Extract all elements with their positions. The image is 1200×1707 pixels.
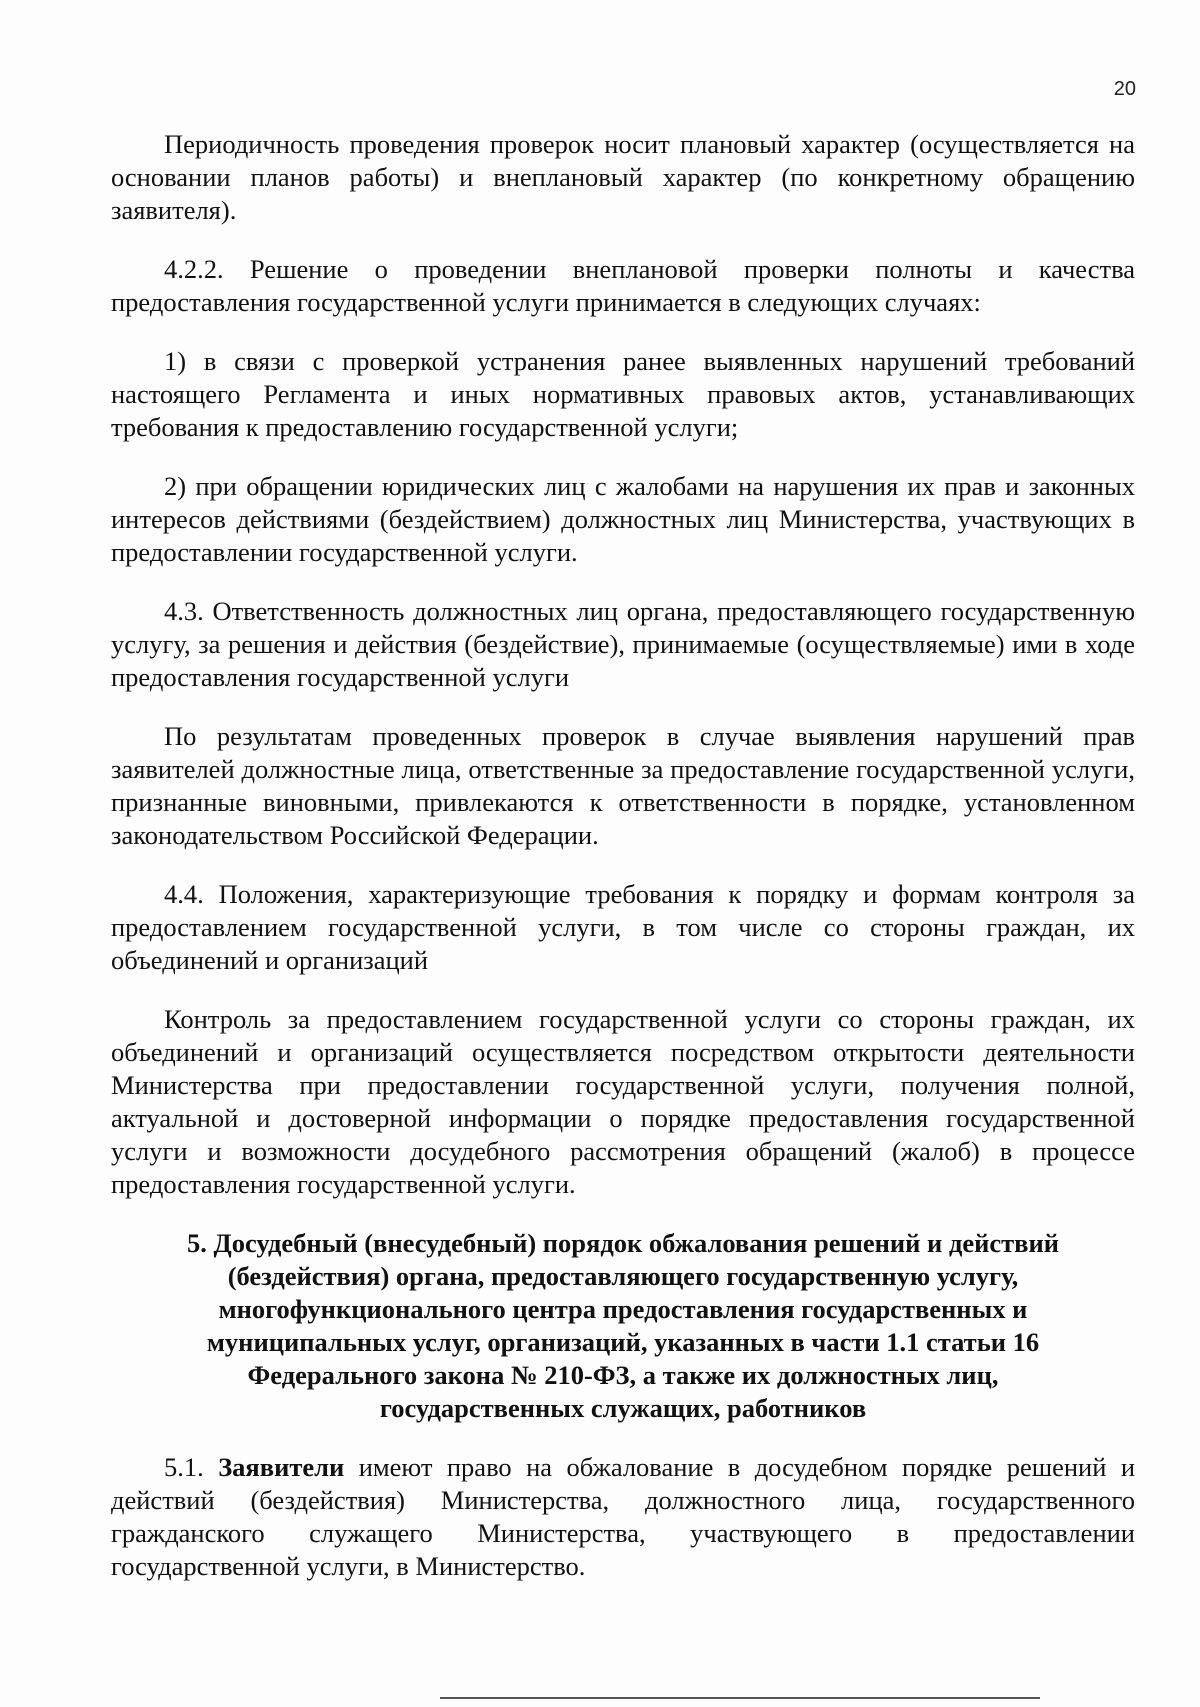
page-number: 20 [1113, 78, 1136, 100]
paragraph-case-2: 2) при обращении юридических лиц с жалобами на нарушения их прав и законных интересов действиями (бездействием) должностных лиц Министерства, участвующих в предоставлении государственной услуги. [111, 471, 1135, 567]
paragraph-5-1 [111, 1451, 1135, 1583]
paragraph-inspection-periodicity: Периодичность проведения проверок носит плановый характер (осуществляется на основании планов работы) и внеплановый характер (по конкретному обращению заявителя). [111, 129, 1135, 225]
paragraph-5-1-number: 5.1. [164, 1452, 204, 1482]
paragraph-case-1: 1) в связи с проверкой устранения ранее выявленных нарушений требований настоящего Регламента и иных нормативных правовых актов, устанавливающих требования к предоставлению государственной услуги; [111, 346, 1135, 442]
section-5-heading: 5. Досудебный (внесудебный) порядок обжалования решений и действий (бездействия) органа, предоставляющего государственную услугу, многофункционального центра предоставления государственных и муниципальных услуг, организаций, указанных в части 1.1 статьи 16 Федерального закона № 210-ФЗ, а также их должностных лиц, государственных служащих, работников [186, 1228, 1060, 1423]
paragraph-public-control: Контроль за предоставлением государственной услуги со стороны граждан, их объединений и организаций осуществляется посредством открытости деятельности Министерства при предоставлении государственной услуги, получения полной, актуальной и достоверной информации о порядке предоставления государственной услуги и возможности досудебного рассмотрения обращений (жалоб) в процессе предоставления государственной услуги. [111, 1004, 1135, 1199]
paragraph-4-2-2: 4.2.2. Решение о проведении внеплановой проверки полноты и качества предоставления государственной услуги принимается в следующих случаях: [111, 254, 1135, 317]
paragraph-inspection-results: По результатам проведенных проверок в случае выявления нарушений прав заявителей должностные лица, ответственные за предоставление государственной услуги, признанные виновными, привлекаются к ответственности в порядке, установленном законодательством Российской Федерации. [111, 721, 1135, 850]
paragraph-4-4: 4.4. Положения, характеризующие требования к порядку и формам контроля за предоставлением государственной услуги, в том числе со стороны граждан, их объединений и организаций [111, 879, 1135, 975]
paragraph-5-1-text: имеют право на обжалование в досудебном порядке решений и действий (бездействия) Министерства, должностного лица, государственного гражданского служащего Министерства, участвующего в предоставлении государственной услуги, в Министерство. [111, 1452, 1136, 1581]
paragraph-5-1-bold-word: Заявители [218, 1452, 345, 1482]
paragraph-4-3: 4.3. Ответственность должностных лиц органа, предоставляющего государственную услугу, за решения и действия (бездействие), принимаемые (осуществляемые) ими в ходе предоставления государственной услуги [111, 596, 1135, 692]
bottom-edge-line [440, 1697, 1040, 1699]
document-body [111, 128, 1135, 1609]
